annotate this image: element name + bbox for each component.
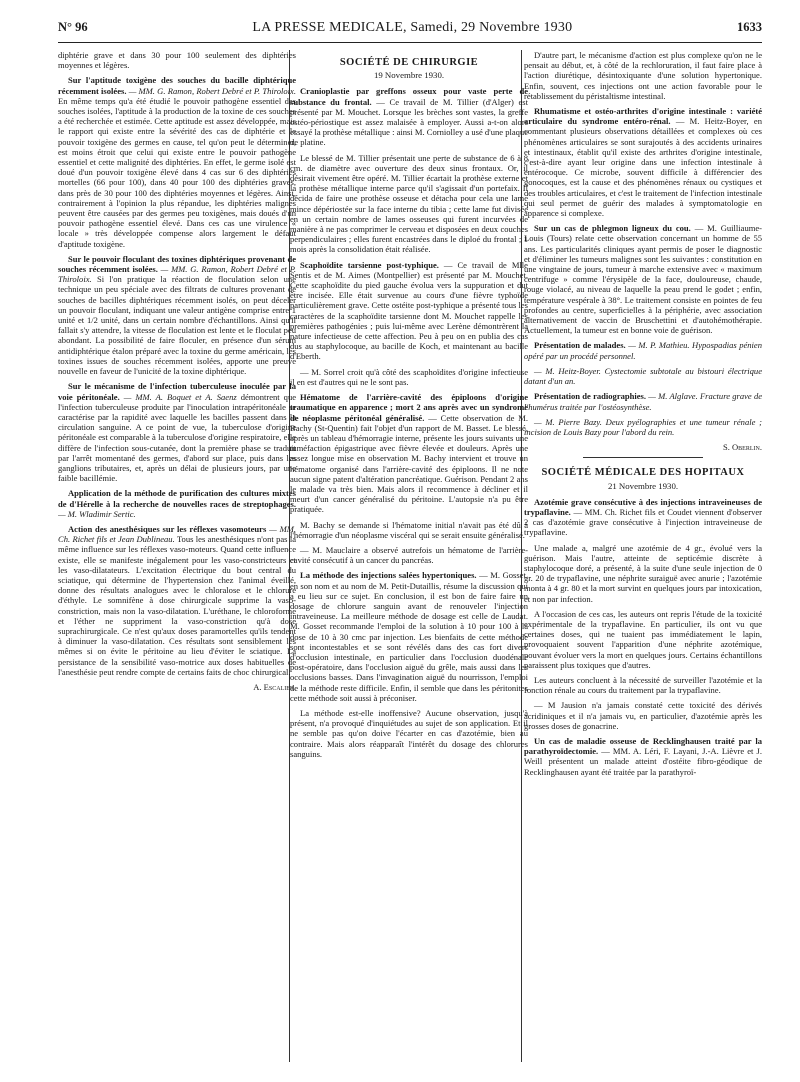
article-text: — M. Guilliaume-Louis (Tours) relate cette observation concernant un homme de 55 ans. Les particularités cliniques ayant permis de poser le diagnostic et d'éliminer les tumeurs malignes sont les suivantes : constitution en une vingtaine de jours, tumeur à marche extensive avec « maximum centrifuge » comme l'érysipèle de la face, douloureuse, chaude, rouge violacé, au niveau de laquelle la peau prend le godet ; enfin, température vespérale à 38°. Le traitement consiste en pointes de feu profondes au centre, superficielles à la périphérie, avec association alternativement de vaccin de Bruschettini et d'autohémothérapie. Actuellement, la tumeur est en bonne voie de guérison.: [524, 223, 762, 336]
article: [524, 497, 762, 538]
article-authors: — MM. G. Ramon, Robert Debré et P. Thiroloix.: [128, 85, 296, 96]
article-authors: — MM. G. Ramon, Robert Debré et P. Thiroloix.: [58, 264, 296, 285]
paragraph: — M Jausion n'a jamais constaté cette toxicité des dérivés acridiniques et il n'a jamais vu, en particulier, d'azotémie après les grosses doses de gonacrine.: [524, 700, 762, 731]
article-title: Sur l'aptitude toxigène des souches du bacille diphtérique récemment isolées.: [58, 75, 296, 96]
article: [58, 254, 296, 376]
article: [58, 524, 296, 677]
column-left: [58, 50, 296, 1060]
signature: A. Escalier.: [253, 681, 296, 692]
article-text: démontrent que l'infection tuberculeuse produite par l'inoculation intrapéritonéale se caractérise par la rapidité avec laquelle les bacilles passent dans la circulation sanguine. A ce point de vue, la tuberculose d'origine péritonéale est comparable à la tuberculose d'origine respiratoire, elle diffère de l'infection sous-cutanée, dont la première phase se traduit par l'arrêt momentané des germes, d'abord sur place, puis dans les ganglions tributaires, et, après un délai de plusieurs jours, par une faible bacillémie.: [58, 391, 296, 484]
article-title: Hématome de l'arrière-cavité des épiploons d'origine traumatique en apparence ; mort 2 ans après avec un syndrome de néoplasme péritonéal généralisé.: [290, 392, 528, 423]
article: [290, 570, 528, 703]
paragraph: A l'occasion de ces cas, les auteurs ont repris l'étude de la toxicité expérimentale de la trypaflavine. En particulier, ils ont vu que certaines doses, qui ne tuaient pas immédiatement le lapin, provoquaient souvent l'apparition d'une néphrite azotémique, pouvant évoluer vers la mort en quelques jours. Certains échantillons paraissent plus toxiques que d'autres.: [524, 608, 762, 670]
paragraph: D'autre part, le mécanisme d'action est plus complexe qu'on ne le pensait au début, et, à côté de la rechloruration, il faut faire place à l'action diurétique, désintoxiquante d'une solution hypertonique. Enfin, souvent, ces injections ont une action favorable pour le rétablissement du péristaltisme intestinal.: [524, 50, 762, 101]
paragraph: — M. Sorrel croit qu'à côté des scaphoïdites d'origine infectieuse il en est d'autres qui ne le sont pas.: [290, 366, 528, 387]
article-text: — Ce travail de Mlle Sentis et de M. Aimes (Montpellier) est présenté par M. Mouchet. Cette scaphoïdite du pied gauche évolua vers la suppuration et dut être incisée. Elle était survenue au cours d'une fièvre typhoïde particulièrement grave. Cette ostéite post-typhique a présenté tous les caractères de la scaphoïdite tarsienne dont M. Mouchet rappelle les premières pathogénies ; puis lui-même avec Lerène démontrèrent la nature infectieuse de cette affection. Peu à peu on en publia des cas dus au staphylocoque, au bacille de Koch, et maintenant au bacille d'Eberth.: [290, 259, 528, 362]
article: [290, 260, 528, 362]
article: [524, 106, 762, 218]
section-separator: [583, 457, 703, 458]
paragraph: M. Bachy se demande si l'hématome initial n'avait pas été dû à l'hémorragie d'un néoplasme viscéral qui se serait ensuite généralisé.: [290, 519, 528, 540]
page-header: [58, 20, 762, 44]
article-authors: — MM. Ch. Richet fils et Jean Dublineau.: [58, 523, 296, 545]
article-title: Présentation de malades.: [534, 340, 626, 351]
article-text: — M. Heitz-Boyer, en commentant plusieurs observations détaillées et complexes où ces phénomènes articulaires se sont surajoutés à des accidents urinaires et intestinaux, établit qu'il existe des arthrites d'origine intestinale, c'est-à-dire ayant leur origine dans une infection intestinale à entérocoque. Ce microbe, souvent difficile à différencier des gonocoques, est la cause et des phénomènes rénaux ou cystiques et des troubles articulaires, et c'est le traitement de l'infection intestinale qui seul permet de guérir des malades à symptomatologie en apparence si complexe.: [524, 116, 762, 219]
article-title: Sur un cas de phlegmon ligneux du cou.: [534, 223, 691, 234]
journal-title: LA PRESSE MEDICALE, Samedi, 29 Novembre 1930: [252, 20, 573, 35]
article-text: — M. P. Mathieu. Hypospadias pénien opéré par un procédé personnel.: [524, 340, 762, 361]
article-title: Application de la méthode de purification des cultures mixtes de d'Hérelle à la recherche de nouvelles races de streptophages.: [58, 488, 296, 509]
paragraph: [524, 417, 762, 437]
article-text: — MM. Ch. Richet fils et Coudet viennent d'observer 2 cas d'azotémie grave consécutive à l'injection intraveineuse de trypaflavine.: [524, 506, 762, 538]
society-heading: SOCIÉTÉ MÉDICALE DES HOPITAUX: [541, 467, 745, 479]
signature: S. Oberlin.: [722, 442, 762, 453]
article-title: La méthode des injections salées hypertoniques.: [300, 570, 477, 581]
article-title: Présentation de radiographies.: [534, 391, 647, 402]
article-title: Rhumatisme et ostéo-arthrites d'origine intestinale : variété articulaire du syndrome entéro-rénal.: [524, 106, 762, 127]
article: [524, 340, 762, 360]
paragraph: Le blessé de M. Tillier présentait une perte de substance de 6 à 8 cm. de diamètre avec ouverture des deux sinus frontaux. Or, il désirait vivement être opéré. M. Tillier écartait la prothèse externe et la prothèse métallique interne parce qu'il s'agissait d'un portefaix. Il décida de faire une prothèse osseuse et détacha pour cela une lame mince dépériostée sur la face interne du tibia ; cette lame fut divisée en un certain nombre de lames osseuses qui furent incurvées de manière à ne pas comprimer le cerveau et disposées en deux couches perpendiculaires ; elles furent encastrées dans le diploé du frontal ; 1 mois après la consolidation était réalisée.: [290, 152, 528, 255]
article-text: — M. Heitz-Boyer. Cystectomie subtotale au bistouri électrique datant d'un an.: [524, 365, 762, 387]
issue-number: N° 96: [58, 20, 88, 34]
paragraph: [524, 366, 762, 386]
column-middle: [290, 50, 528, 1060]
page-number: 1633: [737, 20, 762, 34]
session-date: 19 Novembre 1930.: [373, 70, 445, 81]
article: [58, 381, 296, 483]
paragraph: Une malade a, malgré une azotémie de 4 gr., évolué vers la guérison. Mais l'autre, atteinte de septicémie discrète à staphylocoque doré, a présenté, à la suite d'une seule injection de 0 gr. 20 de trypaflavine, une néphrite suraiguë avec anurie ; l'azotémie monta à 4 gr. 80 et la mort survint en quelques jours par intoxication, et non par infection.: [524, 542, 762, 604]
article-text: Si l'on pratique la réaction de floculation selon une technique un peu spéciale avec des filtrats de cultures provenant de souches de bacilles diphtériques récemment isolés, on peut déceler un pouvoir floculant, indiquant une valeur antigène comprise entre 1 unité et 1/2 unité, dans un certain nombre d'échantillons. Ainsi qu'il fallait s'y attendre, la vitesse de floculation est lente et le floculat peu abondant. La possibilité de faire floculer, en présence d'un sérum antidiphtérique étalon préparé avec la toxine du germe américain, les toxines issues de souches récemment isolées, apporte une preuve nouvelle en faveur de l'unicité de la toxine diphtérique.: [58, 274, 296, 377]
article-title: Sur le pouvoir floculant des toxines diphtériques provenant de souches récemment isolées.: [58, 253, 296, 275]
article: [524, 736, 762, 777]
article-authors: — MM. A. Boquet et A. Saenz: [123, 391, 237, 402]
article-text: — MM. A. Léri, F. Layani, J.-A. Lièvre et J. Weill présentent un malade atteint d'ostéite fibro-géodique de Recklinghausen ayant été traitée par la parathyroï-: [524, 746, 762, 777]
society-heading: SOCIÉTÉ DE CHIRURGIE: [339, 57, 479, 68]
paragraph: La méthode est-elle inoffensive? Aucune observation, jusqu'à présent, n'a provoqué d'inquiétudes au sujet de son application. Et il ne semble pas qu'on doive l'écarter en cas d'azotémie, bien au contraire. Mais alors réapparaît l'intérêt du dosage des chlorures sanguins.: [290, 707, 528, 759]
article: [58, 488, 296, 519]
article-text: Tous les anesthésiques n'ont pas la même influence sur les réflexes vaso-moteurs. Quand cette influence existe, elle se manifeste inégalement pour les vaso-constricteurs et les vaso-dilatateurs. L'excitation électrique du bout central du sciatique, qui détermine de l'hypertension chez l'animal éveillé, donne des résultats analogues avec le chloralose et le chlorure d'éthyle. Le somnifène à dose chirurgicale supprime la vaso-constriction, mais non la vaso-dilatation. L'uréthane, le chloroforme et l'éther ne suppriment la vaso-constriction qu'à dose suprachirurgicale. Ce n'est qu'aux doses paramortelles qu'ils tendent à diminuer la vaso-dilatation. Ces résultats sont sensiblement les mêmes si on évite le péritoine au lieu d'éviter le sciatique. La persistance de la sensibilité vaso-motrice aux doses habituelles de l'anesthésie peut rendre compte de certains faits de choc chirurgical.: [58, 534, 296, 677]
article: [290, 392, 528, 514]
article-title: Scaphoïdite tarsienne post-typhique.: [300, 259, 439, 270]
article-text: — M. Pierre Bazy. Deux pyélographies et une tumeur rénale ; incision de Louis Bazy pour l'abord du rein.: [524, 416, 762, 437]
paragraph: diphtérie grave et dans 30 pour 100 seulement des diphtéries moyennes et légères.: [58, 50, 296, 71]
article: [524, 391, 762, 411]
paragraph: — M. Mauclaire a observé autrefois un hématome de l'arrière-cavité consécutif à un cancer du pancréas.: [290, 544, 528, 566]
article-title: Un cas de maladie osseuse de Recklinghausen traité par la parathyroïdectomie.: [524, 735, 762, 757]
column-right: [524, 50, 762, 1060]
article-authors: — M. Wladimir Sertic.: [58, 508, 136, 519]
article-title: Azotémie grave consécutive à des injections intraveineuses de trypaflavine.: [524, 496, 762, 517]
article-title: Action des anesthésiques sur les réflexes vasomoteurs: [68, 523, 267, 534]
article-text: — Ce travail de M. Tillier (d'Alger) est présenté par M. Mouchet. Lorsque les brèches sont vastes, la greffe ostéo-périostique est assez malaisée à employer. Aussi a-t-on alors essayé la prothèse métallique : ainsi M. Corniolley a usé d'une plaque de platine.: [290, 96, 528, 148]
article-text: — M. Gosset, en son nom et au nom de M. Petit-Dutaillis, résume la discussion qui a eu lieu sur ce sujet. En conclusion, il est bon de faire faire un dosage de chlorure sanguin avant de renouveler l'injection intraveineuse. La meilleure méthode de dosage est celle de Laudat. M. Gosset recommande l'emploi de la solution à 10 pour 100 à la dose de 10 à 30 cmc par injection. Les bienfaits de cette méthode sont incontestables et se sont révélés dans des cas fort divers d'occlusion intestinale, en particulier dans l'occlusion duodénale post-opératoire, dans l'occlusion aiguë du grêle, mais aussi dans les occlusions basses. Dans l'invagination aiguë du nourrisson, l'emploi de la méthode reste difficile. Enfin, il semble que dans les péritonites cette méthode soit aussi à préconiser.: [290, 570, 528, 703]
article-text: — Cette observation de M. Bachy (St-Quentin) fait l'objet d'un rapport de M. Basset. Le blessé, après un tableau d'hémorragie interne, présente les jours suivants une tuméfaction épigastrique avec fièvre élevée et douleurs. Après une assez longue mise en observation M. Bachy intervient et trouve un hématome organisé dans l'arrière-cavité des épiploons. Il ne note aucun signe patent d'altération pancréatique. Guérison. Pendant 2 ans le malade va très bien. Mais alors il recommence à décliner et il meurt d'un cancer généralisé du péritoine. L'autopsie n'a pu être pratiquée.: [290, 412, 528, 515]
article: [524, 223, 762, 335]
article-title: Cranioplastie par greffons osseux pour vaste perte de substance du frontal.: [290, 86, 528, 107]
session-date: 21 Novembre 1930.: [607, 480, 679, 491]
article: [58, 75, 296, 248]
paragraph: Les auteurs concluent à la nécessité de surveiller l'azotémie et la fonction rénale au cours du traitement par la trypaflavine.: [524, 674, 762, 696]
header-rule: [58, 42, 762, 43]
article: [290, 86, 528, 147]
article-text: En même temps qu'a été étudié le pouvoir pathogène essentiel des souches isolées, l'aptitude à la production de la toxine de ces souches a été recherchée et estimée. Cette aptitude est assez développée, mais le rapport qui existe entre la sévérité des cas de diphtérie et le pouvoir toxigène des germes en cause, tel qu'on peut le déterminer, est moins étroit que celui qui existe entre le pouvoir pathogène essentiel et cette malignité des diphtéries. En effet, le germe isolé est doué d'un pouvoir toxigène élevé dans 4 cas sur 6 des diphtéries mortelles (66 pour 100), dans 40 pour 100 des diphtéries graves, dans près de 30 pour 100 des diphtéries moyennes et légères. Ainsi, contrairement à l'opinion la plus répandue, les diphtéries malignes peuvent être causées par des germes peu toxigènes, mais doués d'un pouvoir pathogène essentiel élevé. Dans ces cas une virulence « locale » très développée compense alors largement le défaut d'aptitude toxigène.: [58, 95, 296, 249]
article-title: Sur le mécanisme de l'infection tuberculeuse inoculée par la voie péritonéale.: [58, 381, 296, 402]
article-text: — M. Alglave. Fracture grave de l'humérus traitée par l'ostéosynthèse.: [524, 391, 762, 412]
